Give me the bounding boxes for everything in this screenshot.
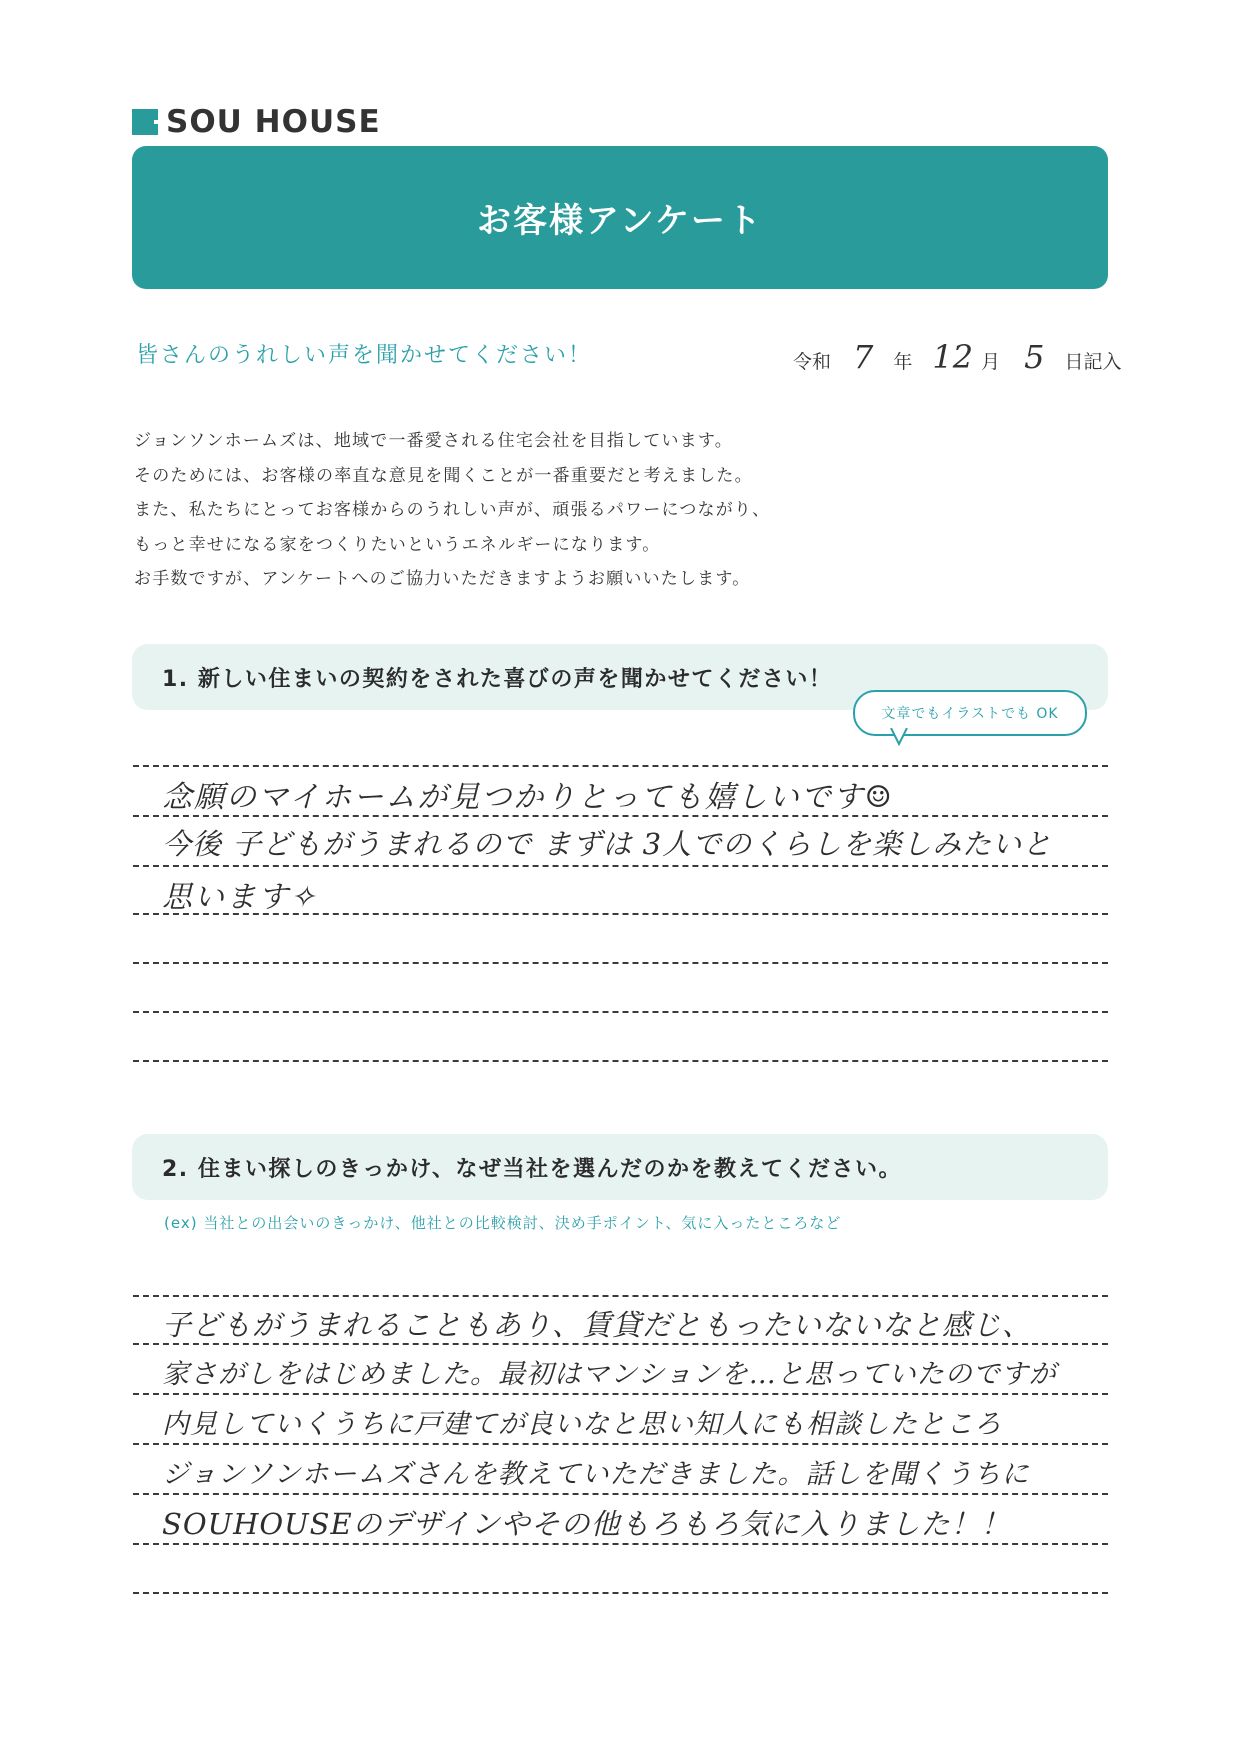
q1-answer-line: 念願のマイホームが見つかりとっても嬉しいです☺: [162, 780, 894, 815]
intro-line: お手数ですが、アンケートへのご協力いただきますようお願いいたします。: [134, 569, 751, 589]
answer-line: [133, 1295, 1108, 1297]
answer-line: [133, 865, 1108, 867]
date-month-label: 月: [981, 351, 1001, 373]
speech-bubble: [853, 690, 1087, 736]
answer-line: [133, 962, 1108, 964]
subtitle: 皆さんのうれしい声を聞かせてください！: [136, 343, 593, 368]
q2-answer-line: ジョンソンホームズさんを教えていただきました。話しを聞くうちに: [162, 1459, 1030, 1490]
date-month-value: 12: [932, 338, 974, 376]
date-year-value: 7: [853, 338, 874, 376]
answer-line: [133, 1592, 1108, 1594]
logo-mark-icon: [132, 109, 158, 135]
intro-line: また、私たちにとってお客様からのうれしい声が、頑張るパワーにつながり、: [134, 500, 771, 520]
q2-answer-line: SOUHOUSEのデザインやその他もろもろ気に入りました！！: [162, 1507, 1011, 1541]
question-2-title: 2. 住まい探しのきっかけ、なぜ当社を選んだのかを教えてください。: [162, 1156, 902, 1182]
answer-line: [133, 1443, 1108, 1445]
answer-line: [133, 1493, 1108, 1495]
date-entry: [793, 338, 1128, 376]
answer-line: [133, 1543, 1108, 1545]
title-banner: [132, 146, 1108, 289]
q2-answer-line: 家さがしをはじめました。最初はマンションを…と思っていたのですが: [162, 1359, 1057, 1390]
intro-line: ジョンソンホームズは、地域で一番愛される住宅会社を目指しています。: [134, 431, 733, 451]
speech-bubble-tail-icon: [890, 728, 908, 746]
answer-line: [133, 1393, 1108, 1395]
q1-answer-line: 思います✧: [162, 880, 318, 915]
intro-text: [134, 424, 770, 597]
date-day-label: 日記入: [1064, 351, 1122, 373]
q2-answer-line: 子どもがうまれることもあり、賃貸だともったいないなと感じ、: [162, 1308, 1033, 1342]
question-2-header: [132, 1134, 1108, 1200]
question-2-hint: (ex) 当社との出会いのきっかけ、他社との比較検討、決め手ポイント、気に入ったところなど: [164, 1214, 842, 1232]
brand-logo: [132, 104, 381, 140]
bubble-text: 文章でもイラストでも OK: [881, 706, 1059, 722]
date-year-label: 年: [893, 351, 913, 373]
date-day-value: 5: [1024, 338, 1045, 376]
q2-answer-line: 内見していくうちに戸建てが良いなと思い知人にも相談したところ: [162, 1409, 1002, 1440]
logo-text: SOU HOUSE: [166, 104, 381, 140]
date-era: 令和: [793, 351, 832, 373]
intro-line: そのためには、お客様の率直な意見を聞くことが一番重要だと考えました。: [134, 465, 753, 486]
page-title: お客様アンケート: [477, 201, 763, 241]
q1-answer-line: 今後 子どもがうまれるので まずは 3人でのくらしを楽しみたいと: [162, 827, 1053, 861]
answer-line: [133, 765, 1108, 767]
answer-line: [133, 1011, 1108, 1013]
answer-line: [133, 1060, 1108, 1062]
question-1-title: 1. 新しい住まいの契約をされた喜びの声を聞かせてください！: [162, 666, 833, 692]
intro-line: もっと幸せになる家をつくりたいというエネルギーになります。: [134, 534, 661, 555]
